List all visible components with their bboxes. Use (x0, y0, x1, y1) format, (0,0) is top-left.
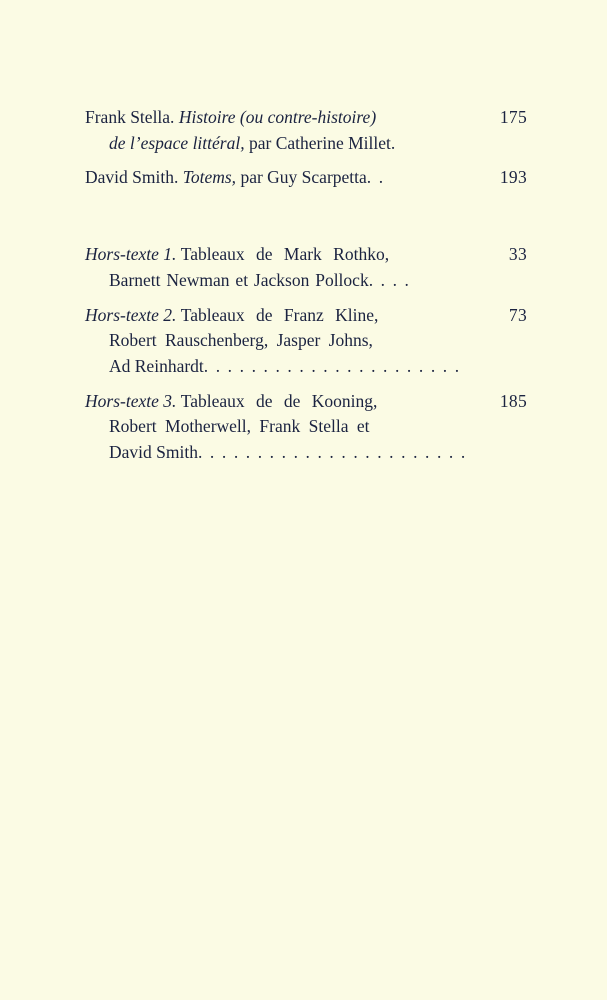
toc-entry-text (85, 389, 487, 466)
toc-entry-text (85, 105, 487, 156)
toc-entry-page: 193 (499, 167, 527, 188)
toc-entry-line2 (85, 268, 479, 294)
toc-entry-title: Totems, (182, 167, 237, 188)
toc-entry-contributor: par Catherine Millet (248, 132, 391, 153)
toc-entry-contributor: par Guy Scarpetta (240, 167, 367, 188)
toc-entry-leader: . . . . . . . . . . . . . . . . . . . . . . (203, 356, 461, 377)
toc-entry-leader: . . (366, 167, 385, 188)
toc-entry-line3-text: David Smith (109, 442, 198, 463)
toc-entry-line3 (85, 440, 479, 466)
toc-entry-title: Histoire (ou contre-histoire) (178, 107, 377, 127)
toc-entry-line2: Robert Motherwell, Frank Stella et (109, 416, 370, 437)
toc-entry-title-cont: de l’espace littéral, (109, 132, 245, 153)
toc-entry-line2-text: Barnett Newman et Jackson Pollock (109, 269, 369, 290)
toc-entry-label: Hors-texte 3. (85, 390, 177, 411)
toc-entry-line3-text: Ad Reinhardt (109, 356, 204, 377)
toc-entry-line3 (85, 354, 479, 380)
toc-entry[interactable] (85, 389, 527, 466)
toc-entry-author: David Smith. (85, 167, 179, 188)
toc-entry-text (85, 242, 487, 293)
toc-entry-line2 (85, 131, 479, 157)
toc-entry[interactable] (85, 165, 527, 191)
toc-entry-line1: Tableaux de de Kooning, (180, 390, 378, 411)
toc-entry-page: 175 (499, 107, 527, 127)
toc-entry-line1: Tableaux de Mark Rothko, (180, 244, 390, 265)
toc-entry-page: 73 (508, 304, 527, 325)
toc-entry-line2: Robert Rauschenberg, Jasper Johns, (109, 330, 373, 351)
toc-entry-leader: . . . . . . . . . . . . . . . . . . . . . . . (197, 442, 467, 463)
toc-entry-text (85, 165, 487, 191)
toc-entry[interactable] (85, 105, 527, 156)
toc-entry[interactable] (85, 242, 527, 293)
toc-entry[interactable] (85, 303, 527, 380)
toc-entry-page: 185 (499, 390, 527, 411)
toc-entry-label: Hors-texte 2. (85, 304, 177, 325)
table-of-contents (85, 105, 527, 475)
toc-entry-leader: . . . . (368, 269, 411, 290)
toc-entry-text (85, 303, 487, 380)
toc-entry-line1: Tableaux de Franz Kline, (180, 304, 379, 325)
toc-entry-leader: . (390, 132, 397, 153)
toc-entry-label: Hors-texte 1. (85, 244, 177, 265)
section-divider (85, 200, 527, 242)
toc-entry-page: 33 (508, 244, 527, 265)
toc-entry-author: Frank Stella. (85, 107, 175, 127)
